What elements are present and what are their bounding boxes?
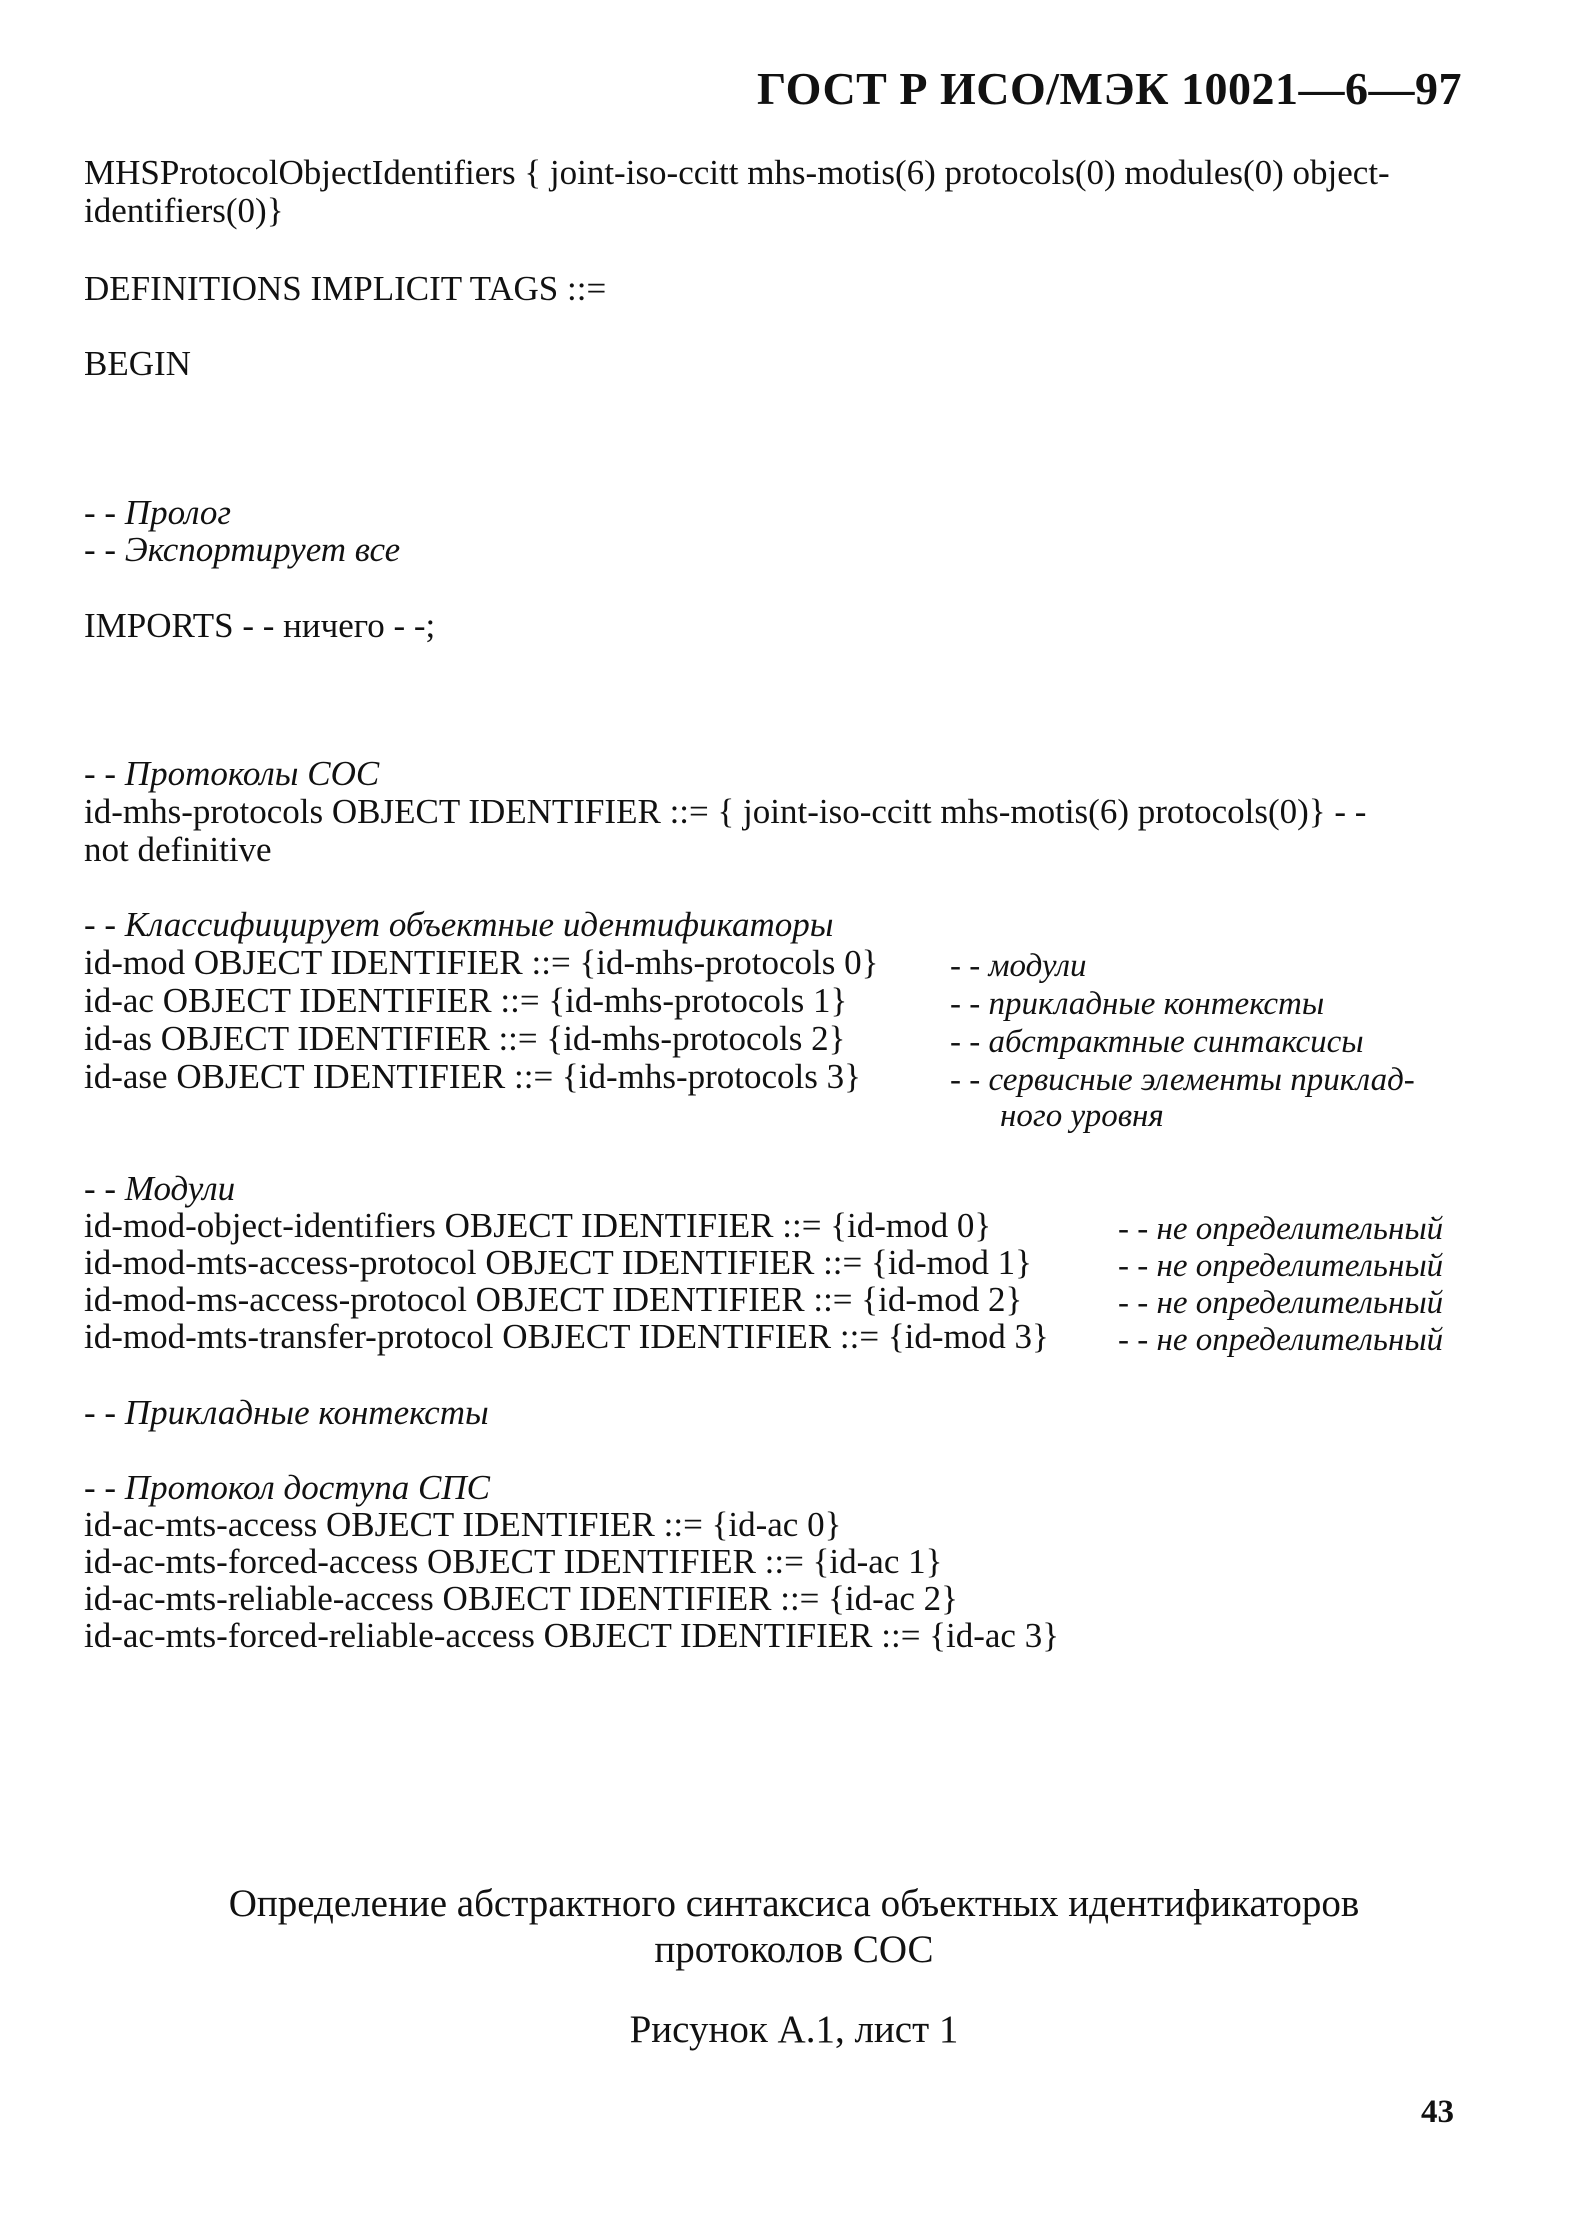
module-row-code: id-mod-object-identifiers OBJECT IDENTIFIER ::= {id-mod 0} <box>84 1206 992 1245</box>
access-row: id-ac-mts-forced-access OBJECT IDENTIFIER ::= {id-ac 1} <box>84 1542 943 1581</box>
definitions-line: DEFINITIONS IMPLICIT TAGS ::= <box>84 269 607 308</box>
classify-comment: - - Классифицирует объектные идентификаторы <box>84 905 834 944</box>
exports-comment: - - Экспортирует все <box>84 530 401 569</box>
access-row: id-ac-mts-access OBJECT IDENTIFIER ::= {id-ac 0} <box>84 1505 842 1544</box>
classify-row-note: - - прикладные контексты <box>950 986 1325 1022</box>
figure-caption-line-2: протоколов СОС <box>654 1928 934 1971</box>
access-row: id-ac-mts-forced-reliable-access OBJECT IDENTIFIER ::= {id-ac 3} <box>84 1616 1059 1655</box>
module-header-line-1: MHSProtocolObjectIdentifiers { joint-iso-ccitt mhs-motis(6) protocols(0) modules(0) object- <box>84 153 1390 192</box>
app-contexts-comment: - - Прикладные контексты <box>84 1393 489 1432</box>
access-row: id-ac-mts-reliable-access OBJECT IDENTIFIER ::= {id-ac 2} <box>84 1579 958 1618</box>
module-row-note: - - не определительный <box>1118 1211 1444 1247</box>
module-row-note: - - не определительный <box>1118 1322 1444 1358</box>
module-row-note: - - не определительный <box>1118 1248 1444 1284</box>
classify-row-code: id-mod OBJECT IDENTIFIER ::= {id-mhs-protocols 0} <box>84 943 879 982</box>
figure-label: Рисунок А.1, лист 1 <box>629 2008 959 2051</box>
imports-line: IMPORTS - - ничего - -; <box>84 606 436 645</box>
protocols-line-2: not definitive <box>84 830 272 869</box>
classify-row-note: - - абстрактные синтаксисы <box>950 1024 1364 1060</box>
module-row-code: id-mod-mts-access-protocol OBJECT IDENTIFIER ::= {id-mod 1} <box>84 1243 1032 1282</box>
classify-row-code: id-as OBJECT IDENTIFIER ::= {id-mhs-protocols 2} <box>84 1019 846 1058</box>
begin-line: BEGIN <box>84 344 191 383</box>
classify-note-continuation: ного уровня <box>1000 1098 1164 1134</box>
modules-comment: - - Модули <box>84 1169 236 1208</box>
classify-row-note: - - сервисные элементы приклад- <box>950 1062 1415 1098</box>
module-row-code: id-mod-mts-transfer-protocol OBJECT IDENTIFIER ::= {id-mod 3} <box>84 1317 1049 1356</box>
document-header: ГОСТ Р ИСО/МЭК 10021—6—97 <box>757 63 1462 114</box>
module-row-code: id-mod-ms-access-protocol OBJECT IDENTIFIER ::= {id-mod 2} <box>84 1280 1023 1319</box>
protocols-line-1: id-mhs-protocols OBJECT IDENTIFIER ::= { joint-iso-ccitt mhs-motis(6) protocols(0)} - - <box>84 792 1367 831</box>
module-row-note: - - не определительный <box>1118 1285 1444 1321</box>
classify-row-note: - - модули <box>950 948 1087 984</box>
protocols-comment: - - Протоколы СОС <box>84 754 380 793</box>
page-number: 43 <box>1421 2094 1454 2130</box>
figure-caption-line-1: Определение абстрактного синтаксиса объектных идентификаторов <box>228 1882 1360 1925</box>
prologue-comment: - - Пролог <box>84 493 232 532</box>
classify-row-code: id-ase OBJECT IDENTIFIER ::= {id-mhs-protocols 3} <box>84 1057 861 1096</box>
classify-row-code: id-ac OBJECT IDENTIFIER ::= {id-mhs-protocols 1} <box>84 981 848 1020</box>
module-header-line-2: identifiers(0)} <box>84 191 284 230</box>
access-comment: - - Протокол доступа СПС <box>84 1468 490 1507</box>
